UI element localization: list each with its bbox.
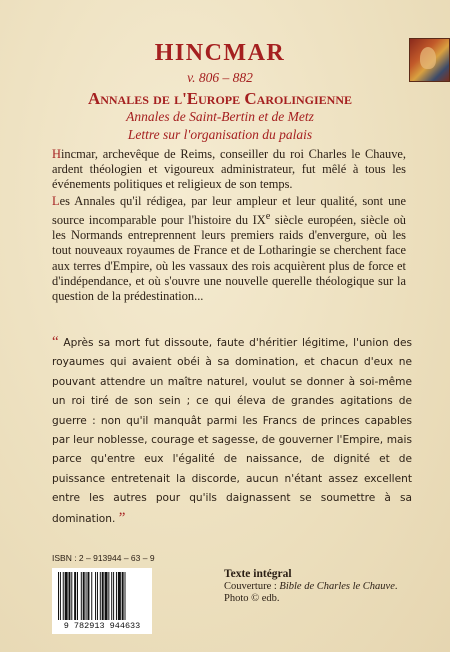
close-quote-mark: ” (118, 509, 126, 526)
drop-initial: L (52, 194, 60, 208)
book-subtitle-1: Annales de Saint-Bertin et de Metz (126, 109, 314, 124)
barcode-number: 9 782913 944633 (63, 621, 141, 631)
excerpt-quote (52, 333, 412, 529)
barcode (52, 568, 152, 634)
century-superscript: e (265, 211, 271, 223)
cover-source: Bible de Charles le Chauve (279, 580, 395, 592)
blurb-paragraph-1 (52, 147, 406, 192)
blurb-text: siècle européen, siècle où les Normands entreprennent leurs premiers raids d'envergure, où les tout nouveaux royaumes de France et de Lotharingie se cherchent face aux terres d'Empire, où les vassaux des rois acquièrent plus de force et d'indépendance, et où s'ouvre une nouvelle querelle théologique sur la question de la prédestination... (52, 213, 406, 303)
book-title: Annales de l'Europe Carolingienne (87, 89, 353, 108)
barcode-icon (56, 572, 148, 620)
blurb-paragraph-2 (52, 194, 406, 304)
open-quote-mark: “ (52, 334, 59, 350)
edition-credits (224, 568, 424, 606)
photo-credit: Photo © edb. (224, 593, 280, 605)
manuscript-thumbnail-image (409, 38, 450, 82)
edition-label: Texte intégral (224, 568, 292, 580)
blurb-text: es Annales qu'il rédigea, par leur ampleur et leur qualité, sont une source incomparable pour l'histoire du IX (52, 194, 406, 228)
cover-credit: Couverture : Bible de Charles le Chauve. (224, 580, 398, 592)
author-name: HINCMAR (154, 40, 286, 66)
author-dates: v. 806 – 882 (187, 70, 253, 85)
book-subtitle-2: Lettre sur l'organisation du palais (127, 127, 313, 142)
blurb-text: incmar, archevêque de Reims, conseiller du roi Charles le Chauve, ardent théologien et vigoureux administrateur, fut mêlé à tous les événements politiques et religieux de son temps. (52, 147, 406, 192)
quote-text: Après sa mort fut dissoute, faute d'héritier légitime, l'union des royaumes qui avaient obéi à sa domination, et chacun d'eux ne pouvant attendre un maître naturel, voulut se donner à soi-même un roi tiré de son sein ; ce qui éleva de grandes agitations de guerre : non qu'il manquât parmi les Francs de princes capables par leur noblesse, courage et sagesse, de gouverner l'Empire, mais parce qu'entre eux l'égalité de naissance, de dignité et de puissance entretenait la discorde, aucun n'étant assez excellent entre les autres pour qu'ils daignassent se soumettre à sa domination. (52, 337, 412, 525)
drop-initial: H (52, 147, 61, 161)
isbn-label: ISBN : 2 – 913944 – 63 – 9 (52, 553, 155, 563)
